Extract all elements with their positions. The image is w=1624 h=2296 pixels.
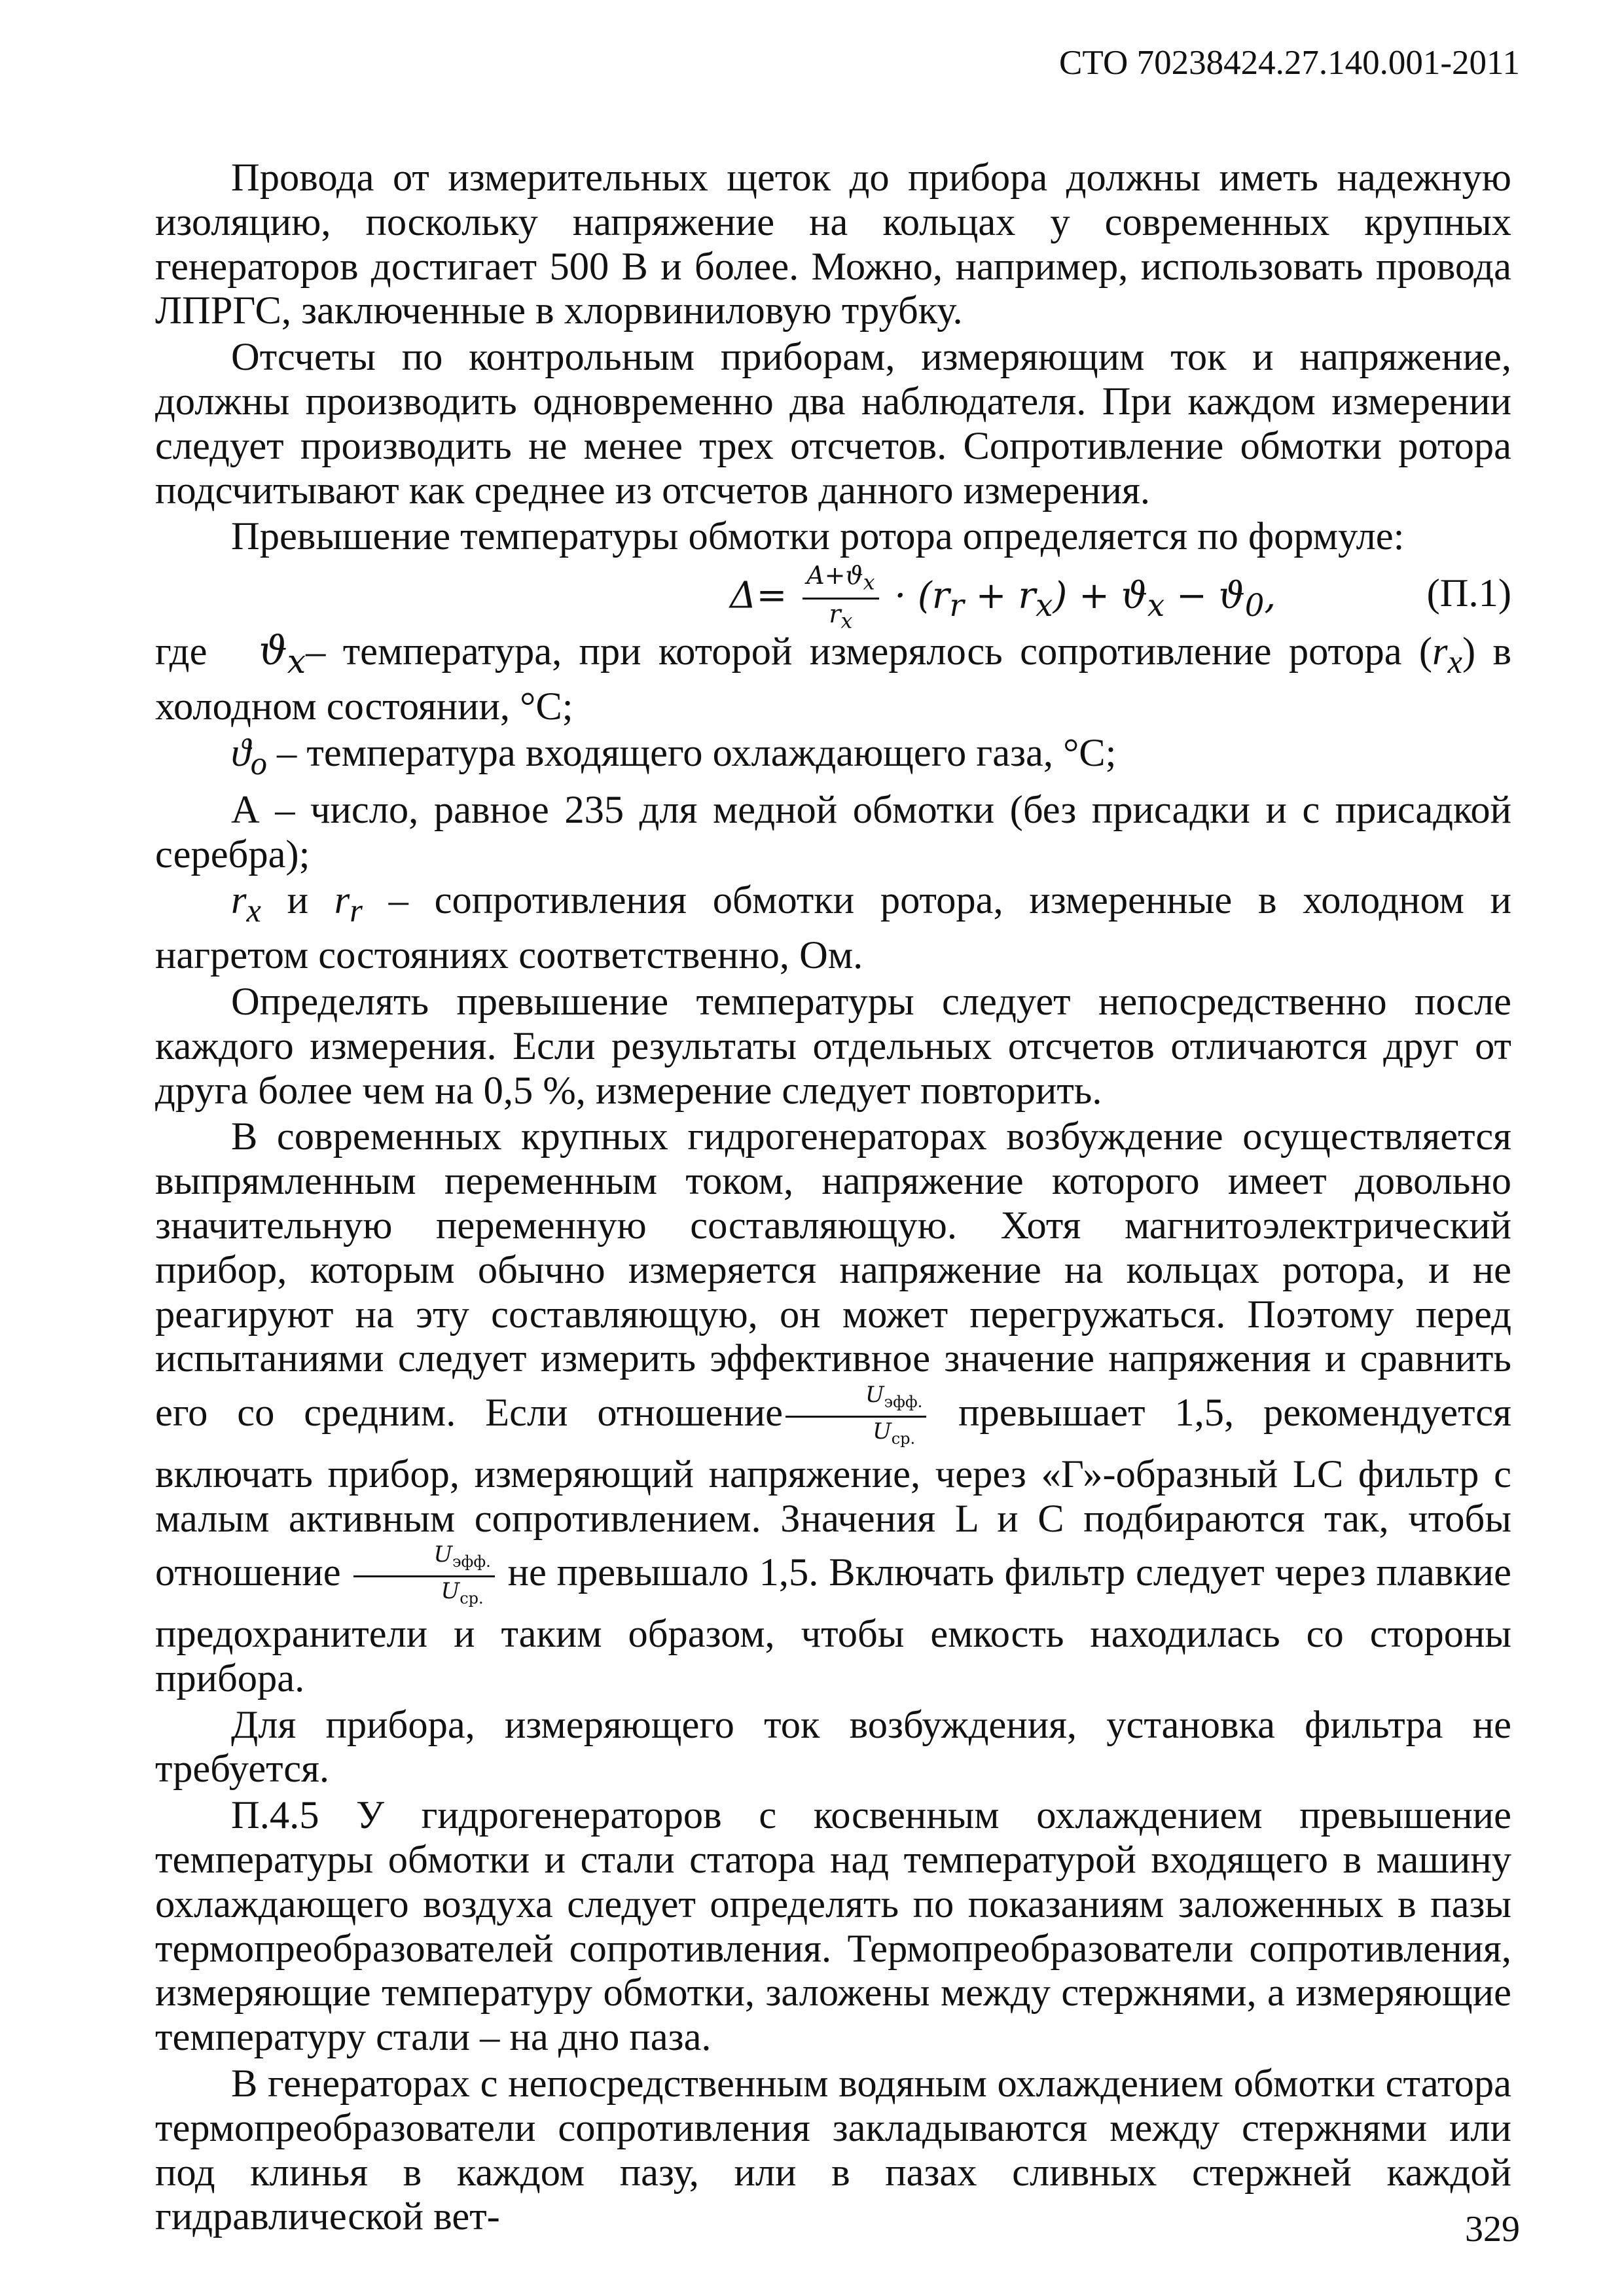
body-text bbox=[155, 156, 1511, 2241]
formula-p1 bbox=[155, 561, 1511, 634]
definition-theta-o: $ϑ_o$ – температура входящего охлаждающего газа, °С; bbox=[231, 730, 1117, 781]
formula-expression bbox=[730, 561, 1276, 636]
definition-resistances: $r_x$ и $r_r$ – сопротивления обмотки ротора, измеренные в холодном и нагретом состояниях соответственно, Ом. bbox=[155, 878, 1511, 978]
formula-rest: · $(r_r + r_x) + ϑ_x - ϑ_0$, bbox=[894, 574, 1276, 624]
paragraph-readings: Отсчеты по контрольным приборам, измеряющим ток и напряжение, должны производить одновременно два наблюдателя. При каждом измерении следует производить не менее трех отсчетов. Сопротивление обмотки ротора подсчитывают как среднее из отсчетов данного измерения. bbox=[155, 335, 1511, 512]
paragraph-wire-insulation: Провода от измерительных щеток до прибора должны иметь надежную изоляцию, поскольку напряжение на кольцах у современных крупных генераторов достигает 500 В и более. Можно, например, использовать провода ЛПРГС, заключенные в хлорвиниловую трубку. bbox=[155, 156, 1511, 333]
paragraph-lc-filter: В современных крупных гидрогенераторах возбуждение осуществляется выпрямленным переменным током, напряжение которого имеет довольно значительную переменную составляющую. Хотя магнитоэлектрический прибор, которым обычно измеряется напряжение на кольцах ротора, и не реагируют на эту составляющую, он может перегружаться. Поэтому перед испытаниями следует измерить эффективное значение напряжения и сравнить его со средним. Если отношение $\frac{U_{эфф.}}{U_{ср.}}$ превышает 1,5, рекомендуется включать прибор, измеряющий напряжение, через «Г»-образный LC фильтр с малым активным сопротивлением. Значения L и С подбираются так, чтобы отношение $\frac{U_{эфф.}}{U_{ср.}}$ не превышало 1,5. Включать фильтр следует через плавкие предохранители и таким образом, чтобы емкость находилась со стороны прибора. bbox=[155, 1115, 1511, 1700]
formula-number: (П.1) bbox=[1426, 571, 1511, 616]
formula-numerator: $A+ϑ_x$ bbox=[803, 561, 878, 600]
paragraph-section-p4-5: П.4.5 У гидрогенераторов с косвенным охлаждением превышение температуры обмотки и стали статора над температурой входящего в машину охлаждающего воздуха следует определять по показаниям заложенных в пазы термопреобразователей сопротивления. Термопреобразователи сопротивления, измеряющие температуру обмотки, заложены между стержнями, а измеряющие температуру стали – на дно паза. bbox=[155, 1793, 1511, 2060]
page-number: 329 bbox=[1465, 2209, 1520, 2250]
ratio-fraction-2: $\frac{U_{эфф.}}{U_{ср.}}$ bbox=[353, 1541, 494, 1612]
paragraph-water-cooling: В генераторах с непосредственным водяным охлаждением обмотки статора термопреобразователи сопротивления закладываются между стержнями или под клинья в каждом пазу, или в пазах сливных стержней каждой гидравлической вет- bbox=[155, 2061, 1511, 2239]
definition-theta-x: где $ϑ_x-$ температура, при которой измерялось сопротивление ротора $(r_x)$ в холодном состоянии, °С; bbox=[155, 628, 1512, 729]
formula-denominator: $r_x$ bbox=[829, 599, 853, 634]
formula-fraction bbox=[803, 561, 878, 636]
document-code: СТО 70238424.27.140.001-2011 bbox=[1059, 44, 1520, 82]
definition-a: А – число, равное 235 для медной обмотки (без присадки и с присадкой серебра); bbox=[155, 787, 1511, 876]
paragraph-determine-rise: Определять превышение температуры следует непосредственно после каждого измерения. Если результаты отдельных отсчетов отличаются друг от друга более чем на 0,5 %, измерение следует повторить. bbox=[155, 980, 1511, 1113]
paragraph-formula-intro: Превышение температуры обмотки ротора определяется по формуле: bbox=[231, 514, 1405, 559]
formula-lhs: Δ= bbox=[730, 574, 787, 617]
paragraph-current-device: Для прибора, измеряющего ток возбуждения, установка фильтра не требуется. bbox=[155, 1702, 1511, 1791]
ratio-fraction-1: $\frac{U_{эфф.}}{U_{ср.}}$ bbox=[785, 1381, 926, 1452]
